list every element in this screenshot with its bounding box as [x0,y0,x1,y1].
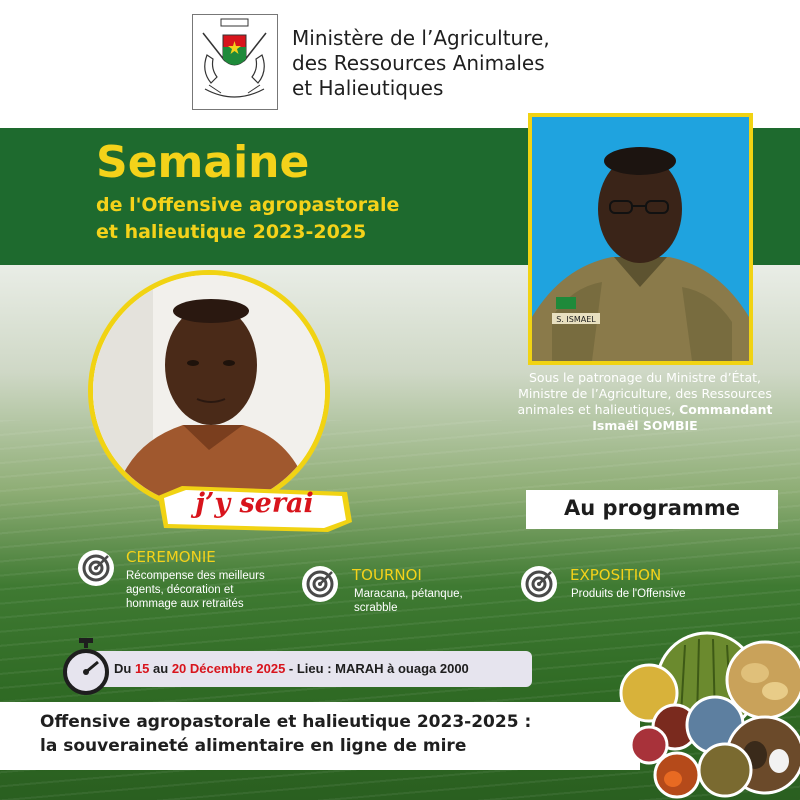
activity-tournoi-title: TOURNOI [352,566,422,584]
caption-minister-name: Ismaël SOMBIE [592,418,698,433]
date-prefix: Du [114,661,135,676]
caption-line-1: Sous le patronage du Ministre d’État, [529,370,761,385]
event-title [96,138,399,246]
header [0,0,800,128]
bottom-slogan-line-1: Offensive agropastorale et halieutique 2023-2025 : [40,712,532,732]
caption-line-3 [500,402,790,418]
participant-photo [88,270,330,512]
activity-tournoi-desc [354,587,463,615]
activity-exposition-desc-1: Produits de l'Offensive [571,588,686,600]
target-icon [521,566,557,602]
date-end: 20 Décembre 2025 [171,661,286,676]
caption-line-3-text: animales et halieutiques, [517,402,676,417]
programme-heading: Au programme [564,496,740,520]
event-title-main: Semaine [96,137,310,188]
activity-ceremonie-desc-3: hommage aux retraités [126,598,244,610]
ministry-line-3: et Halieutiques [292,76,444,100]
activity-exposition-title: EXPOSITION [570,566,662,584]
event-date-location [114,661,469,676]
ministry-title [292,26,550,101]
activity-tournoi-desc-2: scrabble [354,602,398,614]
bottom-slogan-line-2: la souveraineté alimentaire en ligne de mire [40,736,467,756]
minister-photo [528,113,753,365]
caption-rank: Commandant [679,402,773,417]
activity-exposition-desc [571,587,686,601]
ministry-line-2: des Ressources Animales [292,51,545,75]
bottom-slogan [40,710,531,758]
date-start-day: 15 [134,661,150,676]
minister-caption [500,370,790,434]
date-middle: au [149,661,172,676]
date-location: - Lieu : MARAH à ouaga 2000 [285,661,469,676]
activity-ceremonie-desc [126,569,265,611]
activity-ceremonie-desc-1: Récompense des meilleurs [126,570,265,582]
activity-ceremonie-title: CEREMONIE [126,548,216,566]
activity-ceremonie-desc-2: agents, décoration et [126,584,234,596]
event-title-line-3: et halieutique 2023-2025 [96,221,367,243]
stopwatch-icon [60,636,112,696]
target-icon [78,550,114,586]
ministry-line-1: Ministère de l’Agriculture, [292,26,550,50]
minister-name-tag: S. ISMAEL [556,315,596,324]
event-title-line-2: de l'Offensive agropastorale [96,194,400,216]
produce-collage [615,615,800,800]
coat-of-arms-emblem [192,14,278,110]
activity-tournoi-desc-1: Maracana, pétanque, [354,588,463,600]
target-icon [302,566,338,602]
caption-line-4 [500,418,790,434]
jyserai-tagline: j’y serai [195,488,314,519]
caption-line-2: Ministre de l’Agriculture, des Ressources [518,386,772,401]
